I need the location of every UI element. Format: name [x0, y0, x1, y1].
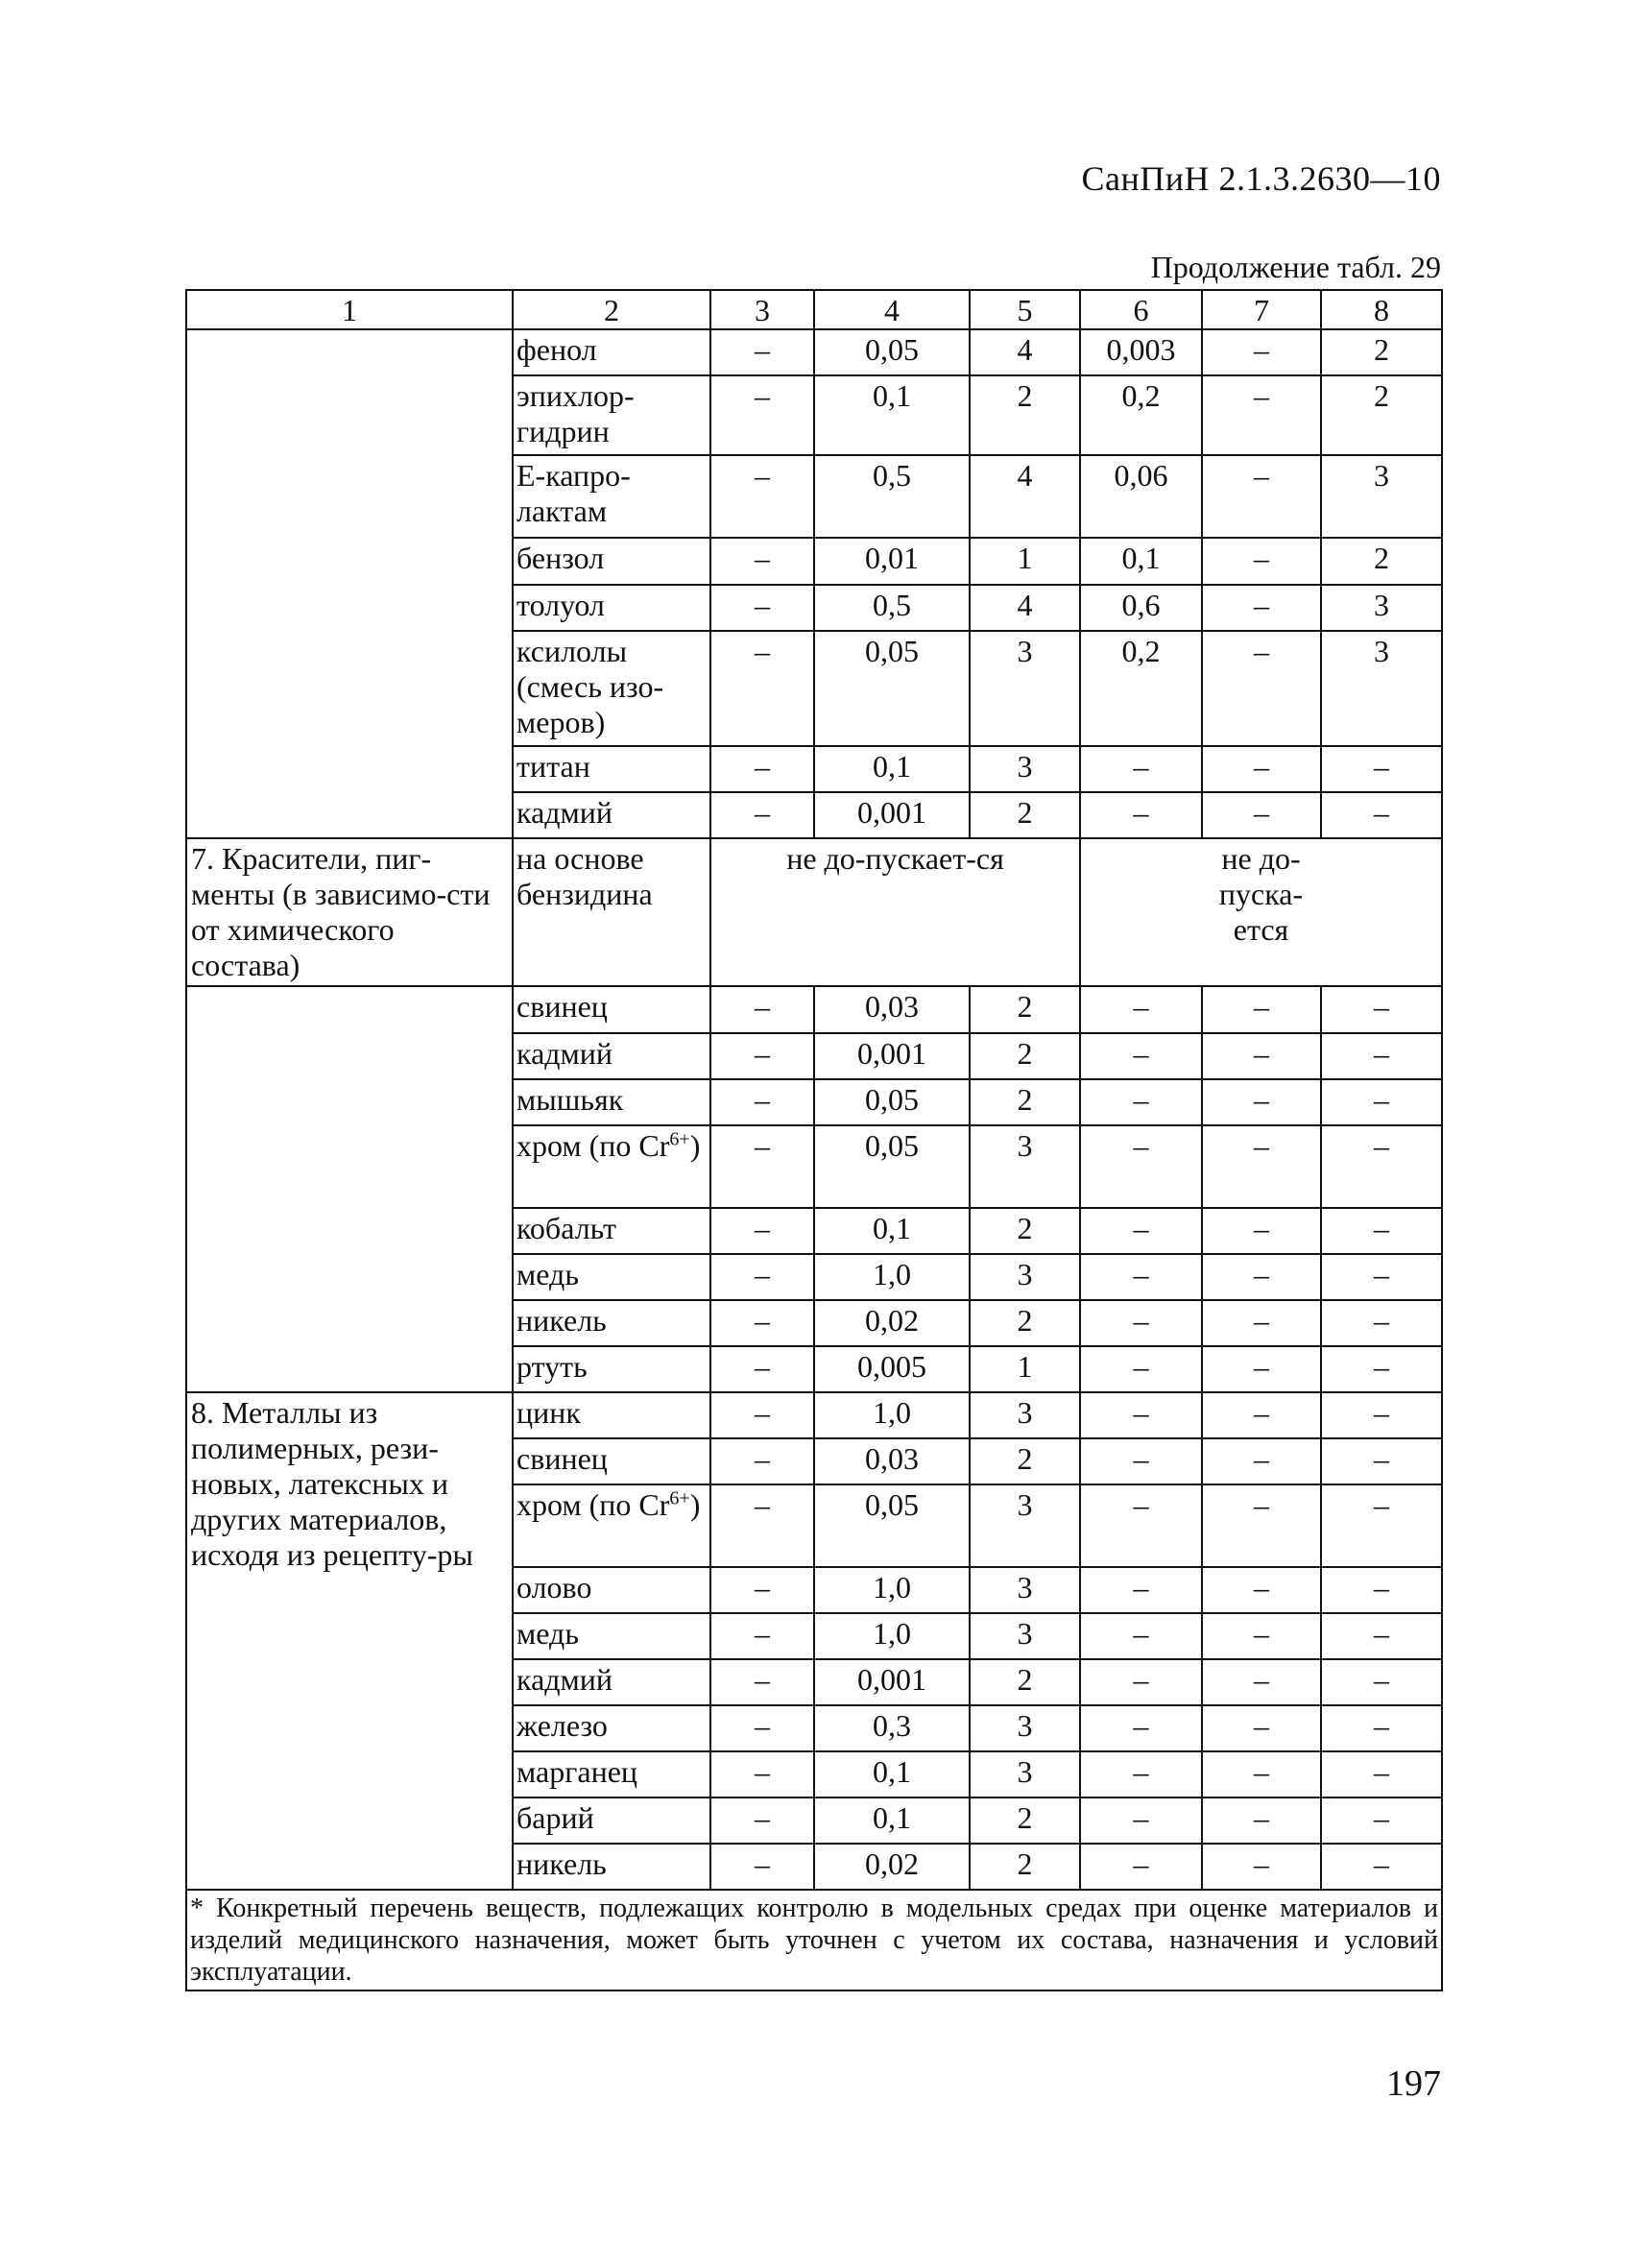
substance-name: титан [513, 746, 710, 792]
substance-name: кадмий [513, 1659, 710, 1705]
cell: 4 [970, 585, 1080, 631]
cell: 0,05 [814, 1079, 970, 1125]
cell: – [710, 1346, 814, 1392]
cell: – [1321, 1346, 1442, 1392]
cell: 0,05 [814, 1125, 970, 1208]
cell: – [710, 1125, 814, 1208]
cell: 3 [970, 746, 1080, 792]
cell: 3 [970, 1484, 1080, 1567]
cell: – [1321, 986, 1442, 1033]
cell: – [1080, 1392, 1202, 1438]
cell: – [710, 1613, 814, 1659]
cell: 0,001 [814, 1659, 970, 1705]
cell: 4 [970, 455, 1080, 538]
cell: – [1202, 792, 1321, 838]
cell: – [1080, 1438, 1202, 1484]
cell: 4 [970, 329, 1080, 375]
cell: – [710, 1438, 814, 1484]
cell: 0,1 [814, 1208, 970, 1254]
cell: 3 [1321, 631, 1442, 746]
cell: – [710, 538, 814, 585]
cell: 0,1 [814, 1751, 970, 1798]
table-row [186, 986, 1442, 1033]
group-cell [186, 329, 513, 838]
cell: – [1321, 1438, 1442, 1484]
cell: – [1202, 1659, 1321, 1705]
cell: – [1080, 1484, 1202, 1567]
cell: – [1202, 538, 1321, 585]
cell: – [1202, 986, 1321, 1033]
table-row [186, 838, 1442, 986]
col-header-6: 6 [1080, 290, 1202, 329]
cell: – [1080, 1208, 1202, 1254]
cell: 0,5 [814, 585, 970, 631]
cell: – [1321, 1392, 1442, 1438]
table-caption: Продолжение табл. 29 [1150, 250, 1441, 284]
cell: 3 [970, 1567, 1080, 1613]
cell: 3 [970, 1392, 1080, 1438]
cell: – [1321, 1033, 1442, 1079]
cell: 0,02 [814, 1300, 970, 1346]
cell: – [1321, 1613, 1442, 1659]
cell: – [1080, 1567, 1202, 1613]
cell: 0,6 [1080, 585, 1202, 631]
cell: – [1202, 1125, 1321, 1208]
cell: – [1202, 1798, 1321, 1844]
cell: 3 [970, 1705, 1080, 1751]
cell: – [1321, 1705, 1442, 1751]
cell: – [1202, 746, 1321, 792]
cell: – [1321, 1751, 1442, 1798]
cell: – [1202, 1613, 1321, 1659]
cell: – [1202, 631, 1321, 746]
cell: 0,05 [814, 329, 970, 375]
cell: – [1080, 1125, 1202, 1208]
cell: – [1080, 1613, 1202, 1659]
substance-name: свинец [513, 1438, 710, 1484]
substance-name: бензол [513, 538, 710, 585]
substance-name: никель [513, 1300, 710, 1346]
chromium-label: хром (по Cr [516, 1128, 670, 1163]
substance-name: медь [513, 1254, 710, 1300]
col-header-1: 1 [186, 290, 513, 329]
cell: – [1321, 746, 1442, 792]
substance-name: ксилолы (смесь изо-меров) [513, 631, 710, 746]
cell: 0,001 [814, 1033, 970, 1079]
cell: – [710, 1659, 814, 1705]
cell: 1,0 [814, 1254, 970, 1300]
column-number-row [186, 290, 1442, 329]
cell: 1,0 [814, 1392, 970, 1438]
col-header-5: 5 [970, 290, 1080, 329]
cell: – [710, 1844, 814, 1890]
cell: 2 [970, 1300, 1080, 1346]
cell: – [1080, 1254, 1202, 1300]
cell: – [1202, 1392, 1321, 1438]
chromium-superscript: 6+ [669, 1487, 690, 1509]
cell: – [1080, 1798, 1202, 1844]
substance-name: на основе бензидина [513, 838, 710, 986]
cell: – [710, 1798, 814, 1844]
cell: 0,003 [1080, 329, 1202, 375]
substance-name: кадмий [513, 1033, 710, 1079]
footnote-row [186, 1890, 1442, 1991]
limits-table [185, 289, 1443, 1991]
cell: 3 [970, 1613, 1080, 1659]
cell: 3 [970, 1254, 1080, 1300]
substance-name: кобальт [513, 1208, 710, 1254]
cell: – [1202, 1033, 1321, 1079]
cell: – [1080, 1033, 1202, 1079]
substance-name: фенол [513, 329, 710, 375]
cell: 3 [970, 631, 1080, 746]
cell: 0,005 [814, 1346, 970, 1392]
cell: – [1202, 1484, 1321, 1567]
cell: – [1321, 1300, 1442, 1346]
cell: – [1202, 1079, 1321, 1125]
cell: 0,05 [814, 1484, 970, 1567]
cell: 1 [970, 1346, 1080, 1392]
cell: 0,06 [1080, 455, 1202, 538]
cell: 0,3 [814, 1705, 970, 1751]
cell: – [710, 1300, 814, 1346]
cell: 2 [1321, 329, 1442, 375]
cell: 2 [970, 1033, 1080, 1079]
cell: 3 [1321, 455, 1442, 538]
cell: – [710, 1033, 814, 1079]
chromium-label-close: ) [689, 1128, 701, 1163]
cell: 2 [970, 1844, 1080, 1890]
col-header-7: 7 [1202, 290, 1321, 329]
cell: – [1202, 1346, 1321, 1392]
cell: 3 [1321, 585, 1442, 631]
cell: 0,1 [814, 746, 970, 792]
not-allowed-cell: не до-пускает-ся [710, 838, 1080, 986]
cell: 2 [970, 1079, 1080, 1125]
cell: 0,01 [814, 538, 970, 585]
table-row [186, 329, 1442, 375]
substance-name: олово [513, 1567, 710, 1613]
cell: – [1321, 1567, 1442, 1613]
cell: – [1202, 585, 1321, 631]
cell: – [710, 1392, 814, 1438]
substance-name: Е-капро-лактам [513, 455, 710, 538]
cell: – [710, 1705, 814, 1751]
substance-name [513, 1125, 710, 1208]
substance-name: марганец [513, 1751, 710, 1798]
substance-name: мышьяк [513, 1079, 710, 1125]
cell: 0,2 [1080, 375, 1202, 455]
cell: 2 [970, 1208, 1080, 1254]
cell: – [1321, 792, 1442, 838]
cell: 2 [1321, 375, 1442, 455]
cell: – [1080, 1300, 1202, 1346]
cell: – [1321, 1208, 1442, 1254]
cell: – [1202, 1208, 1321, 1254]
substance-name: медь [513, 1613, 710, 1659]
cell: 0,03 [814, 986, 970, 1033]
substance-name: никель [513, 1844, 710, 1890]
cell: – [710, 1254, 814, 1300]
group-cell: 7. Красители, пиг-менты (в зависимо-сти от химического состава) [186, 838, 513, 986]
cell: – [710, 792, 814, 838]
cell: 2 [970, 986, 1080, 1033]
cell: – [1202, 1300, 1321, 1346]
substance-name: свинец [513, 986, 710, 1033]
cell: – [1321, 1844, 1442, 1890]
cell: – [710, 585, 814, 631]
cell: – [1080, 1705, 1202, 1751]
cell: – [710, 746, 814, 792]
cell: – [1202, 375, 1321, 455]
substance-name: барий [513, 1798, 710, 1844]
cell: 2 [970, 1798, 1080, 1844]
cell: – [710, 1484, 814, 1567]
cell: 2 [1321, 538, 1442, 585]
cell: – [1321, 1798, 1442, 1844]
cell: – [1202, 1254, 1321, 1300]
cell: – [1202, 1705, 1321, 1751]
cell: – [1321, 1659, 1442, 1705]
substance-name: цинк [513, 1392, 710, 1438]
cell: 0,03 [814, 1438, 970, 1484]
cell: – [1202, 455, 1321, 538]
cell: – [1321, 1484, 1442, 1567]
cell: 1,0 [814, 1567, 970, 1613]
cell: – [1080, 792, 1202, 838]
not-allowed-cell: не до-пуска-ется [1080, 838, 1442, 986]
col-header-2: 2 [513, 290, 710, 329]
cell: 1,0 [814, 1613, 970, 1659]
cell: 2 [970, 1438, 1080, 1484]
cell: 1 [970, 538, 1080, 585]
cell: – [1321, 1254, 1442, 1300]
substance-name: ртуть [513, 1346, 710, 1392]
cell: – [1321, 1079, 1442, 1125]
cell: – [710, 375, 814, 455]
substance-name [513, 1484, 710, 1567]
cell: 0,001 [814, 792, 970, 838]
cell: 0,02 [814, 1844, 970, 1890]
cell: – [1202, 1567, 1321, 1613]
document-code: СанПиН 2.1.3.2630—10 [1081, 159, 1441, 198]
cell: – [1202, 1751, 1321, 1798]
substance-name: эпихлор-гидрин [513, 375, 710, 455]
cell: – [710, 455, 814, 538]
cell: 3 [970, 1125, 1080, 1208]
substance-name: железо [513, 1705, 710, 1751]
cell: – [1080, 986, 1202, 1033]
substance-name: толуол [513, 585, 710, 631]
cell: 2 [970, 375, 1080, 455]
cell: – [1080, 1844, 1202, 1890]
cell: 2 [970, 792, 1080, 838]
cell: – [1080, 1346, 1202, 1392]
cell: – [1202, 1438, 1321, 1484]
cell: – [1202, 1844, 1321, 1890]
cell: – [710, 1567, 814, 1613]
cell: – [710, 631, 814, 746]
group-cell [186, 986, 513, 1392]
cell: – [710, 329, 814, 375]
cell: 2 [970, 1659, 1080, 1705]
table-row [186, 1392, 1442, 1438]
chromium-superscript: 6+ [669, 1128, 690, 1150]
col-header-8: 8 [1321, 290, 1442, 329]
chromium-label: хром (по Cr [516, 1487, 670, 1522]
cell: – [1080, 1079, 1202, 1125]
cell: 0,05 [814, 631, 970, 746]
page-number: 197 [1386, 2063, 1441, 2104]
chromium-label-close: ) [689, 1487, 701, 1522]
cell: 0,5 [814, 455, 970, 538]
cell: – [1080, 1751, 1202, 1798]
cell: 3 [970, 1751, 1080, 1798]
cell: – [710, 1751, 814, 1798]
cell: – [1080, 1659, 1202, 1705]
cell: 0,1 [1080, 538, 1202, 585]
cell: 0,1 [814, 1798, 970, 1844]
group-cell: 8. Металлы из полимерных, рези-новых, латексных и других материалов, исходя из рецепту-ры [186, 1392, 513, 1890]
cell: – [710, 1079, 814, 1125]
cell: 0,1 [814, 375, 970, 455]
footnote: * Конкретный перечень веществ, подлежащих контролю в модельных средах при оценке материалов и изделий медицинского назначения, может быть уточнен с учетом их состава, назначения и условий эксплуатации. [186, 1890, 1442, 1991]
cell: – [1080, 746, 1202, 792]
cell: – [710, 1208, 814, 1254]
cell: – [1202, 329, 1321, 375]
cell: 0,2 [1080, 631, 1202, 746]
substance-name: кадмий [513, 792, 710, 838]
cell: – [710, 986, 814, 1033]
col-header-4: 4 [814, 290, 970, 329]
cell: – [1321, 1125, 1442, 1208]
col-header-3: 3 [710, 290, 814, 329]
